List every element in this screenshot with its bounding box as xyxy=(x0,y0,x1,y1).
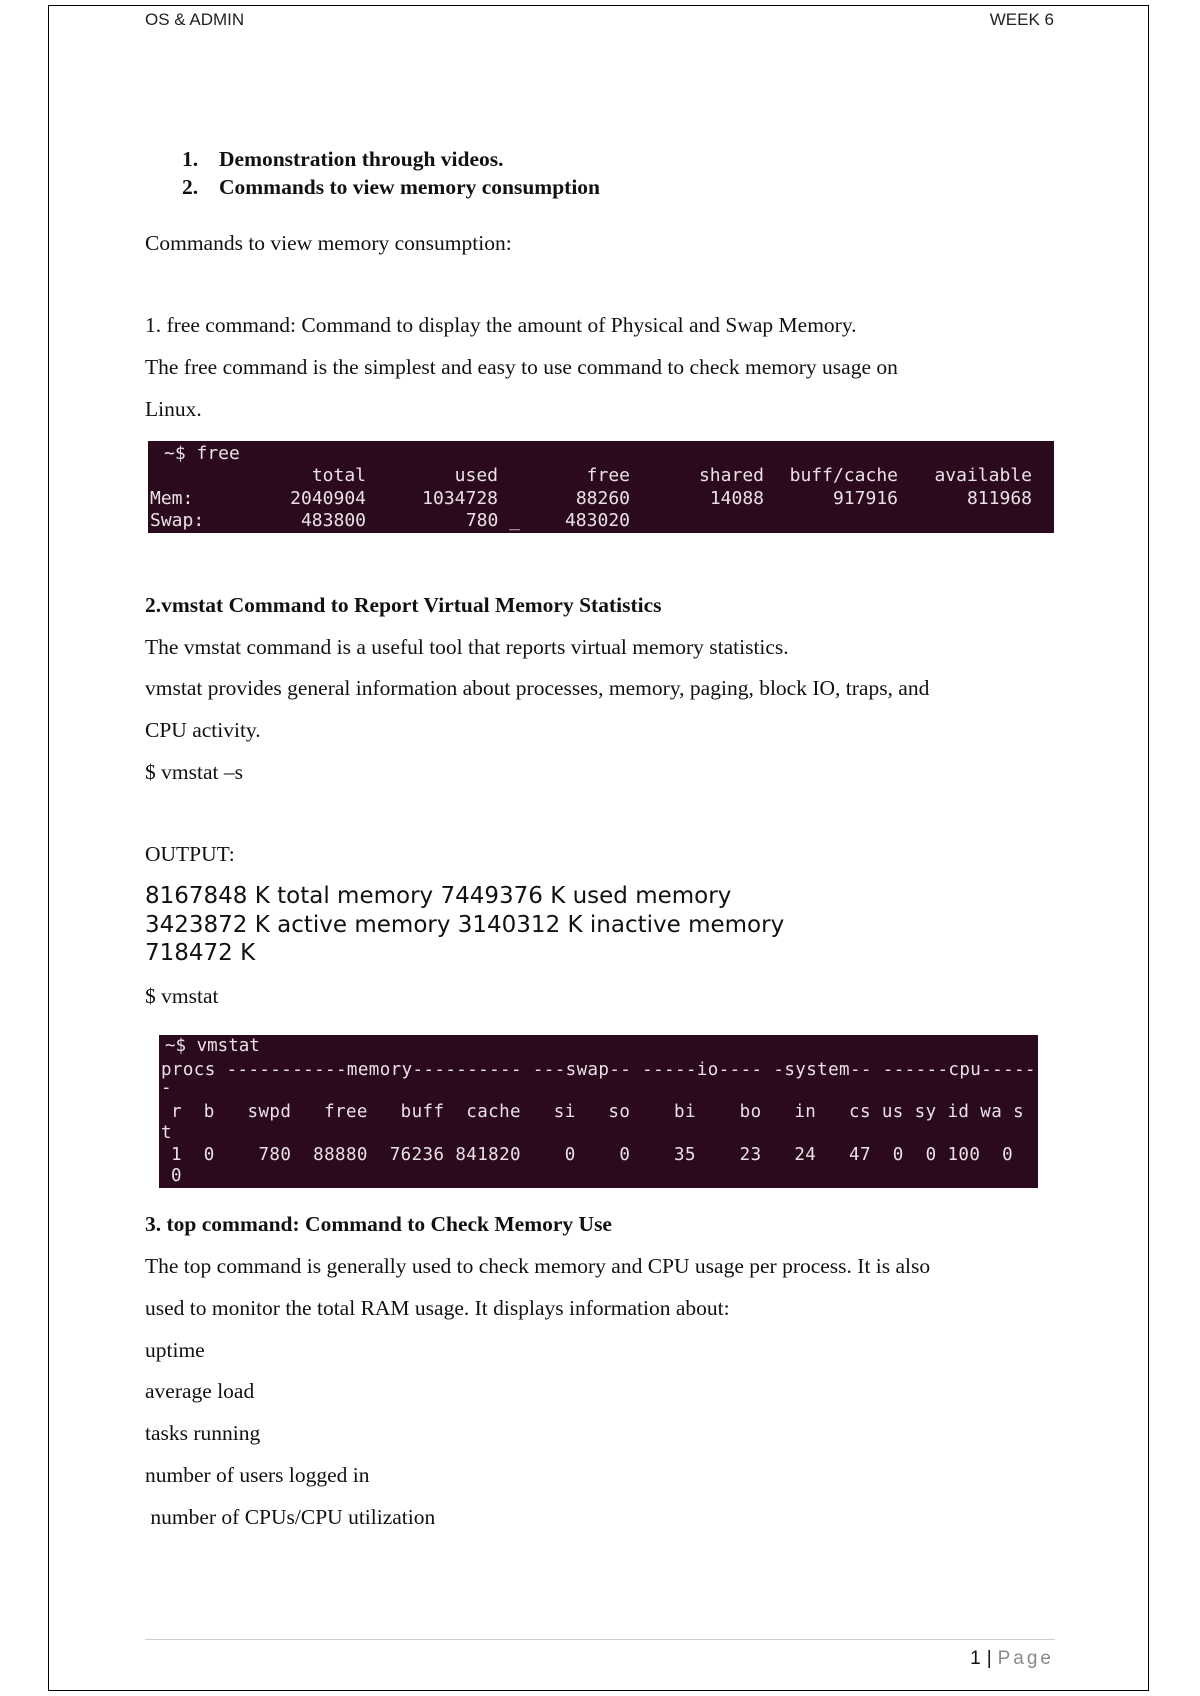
section3-title: 3. top command: Command to Check Memory Use xyxy=(145,1212,612,1236)
section2-line1: The vmstat command is a useful tool that reports virtual memory statistics. xyxy=(145,635,789,659)
output-line: 718472 K xyxy=(145,940,256,966)
terminal-prompt: ~$ vmstat xyxy=(165,1036,260,1056)
info-item: uptime xyxy=(145,1338,205,1362)
section2-line2: vmstat provides general information about processes, memory, paging, block IO, traps, and xyxy=(145,676,930,700)
header-left: OS & ADMIN xyxy=(145,10,245,29)
col-header-used: used xyxy=(454,465,498,486)
section0-heading: Commands to view memory consumption: xyxy=(145,231,512,255)
list-number: 2. xyxy=(182,175,199,199)
section1-desc-line2: Linux. xyxy=(145,397,202,421)
list-text: Commands to view memory consumption xyxy=(219,175,601,199)
row-label-swap: Swap: xyxy=(150,510,205,531)
col-header-buff-cache: buff/cache xyxy=(789,465,898,486)
vmstat-command: $ vmstat xyxy=(145,984,219,1008)
info-item: average load xyxy=(145,1379,255,1403)
vmstat-wrap: 0 xyxy=(171,1166,182,1186)
page-number: 1 xyxy=(970,1648,981,1669)
footer-separator: | xyxy=(986,1648,992,1669)
section2-title: 2.vmstat Command to Report Virtual Memory Statistics xyxy=(145,593,662,617)
col-header-shared: shared xyxy=(698,465,764,486)
mem-total: 2040904 xyxy=(290,488,366,509)
row-label-mem: Mem: xyxy=(150,488,194,509)
col-header-free: free xyxy=(586,465,630,486)
list-number: 1. xyxy=(182,147,199,171)
output-label: OUTPUT: xyxy=(145,842,235,866)
page-word: Page xyxy=(997,1648,1054,1669)
mem-used: 1034728 xyxy=(422,488,498,509)
vmstat-terminal-screenshot xyxy=(159,1035,1038,1188)
output-line: 3423872 K active memory 3140312 K inactive memory xyxy=(145,911,785,938)
vmstat-column-headers: r b swpd free buff cache si so bi bo in cs us sy id wa s xyxy=(171,1102,1024,1122)
vmstat-wrap: - xyxy=(161,1078,172,1098)
mem-shared: 14088 xyxy=(709,488,764,509)
info-item: tasks running xyxy=(145,1421,261,1445)
mem-free: 88260 xyxy=(575,488,630,509)
swap-total: 483800 xyxy=(300,510,366,531)
section1-desc-line1: The free command is the simplest and easy to use command to check memory usage on xyxy=(145,355,898,379)
list-text: Demonstration through videos. xyxy=(219,147,504,171)
footer-rule xyxy=(145,1639,1055,1640)
vmstat-wrap: t xyxy=(161,1123,172,1143)
section3-line1: The top command is generally used to check memory and CPU usage per process. It is also xyxy=(145,1254,931,1278)
vmstat-s-command: $ vmstat –s xyxy=(145,760,243,784)
section2-line3: CPU activity. xyxy=(145,718,261,742)
vmstat-group-headers: procs -----------memory---------- ---swap-- -----io---- -system-- ------cpu----- xyxy=(161,1060,1036,1080)
mem-available: 811968 xyxy=(966,488,1032,509)
mem-buff-cache: 917916 xyxy=(832,488,898,509)
col-header-total: total xyxy=(311,465,366,486)
swap-free: 483020 xyxy=(564,510,630,531)
section1-title: 1. free command: Command to display the amount of Physical and Swap Memory. xyxy=(145,313,857,337)
info-item: number of CPUs/CPU utilization xyxy=(145,1505,436,1529)
section3-line2: used to monitor the total RAM usage. It displays information about: xyxy=(145,1296,730,1320)
terminal-prompt: ~$ free xyxy=(164,443,240,464)
vmstat-values: 1 0 780 88880 76236 841820 0 0 35 23 24 47 0 0 100 0 xyxy=(171,1145,1014,1165)
header-right: WEEK 6 xyxy=(989,10,1054,29)
info-item: number of users logged in xyxy=(145,1463,370,1487)
col-header-available: available xyxy=(934,465,1032,486)
page-footer xyxy=(970,1648,1054,1670)
free-terminal-screenshot xyxy=(148,441,1054,533)
swap-used: 780 _ xyxy=(465,510,520,531)
output-line: 8167848 K total memory 7449376 K used memory xyxy=(145,883,732,909)
